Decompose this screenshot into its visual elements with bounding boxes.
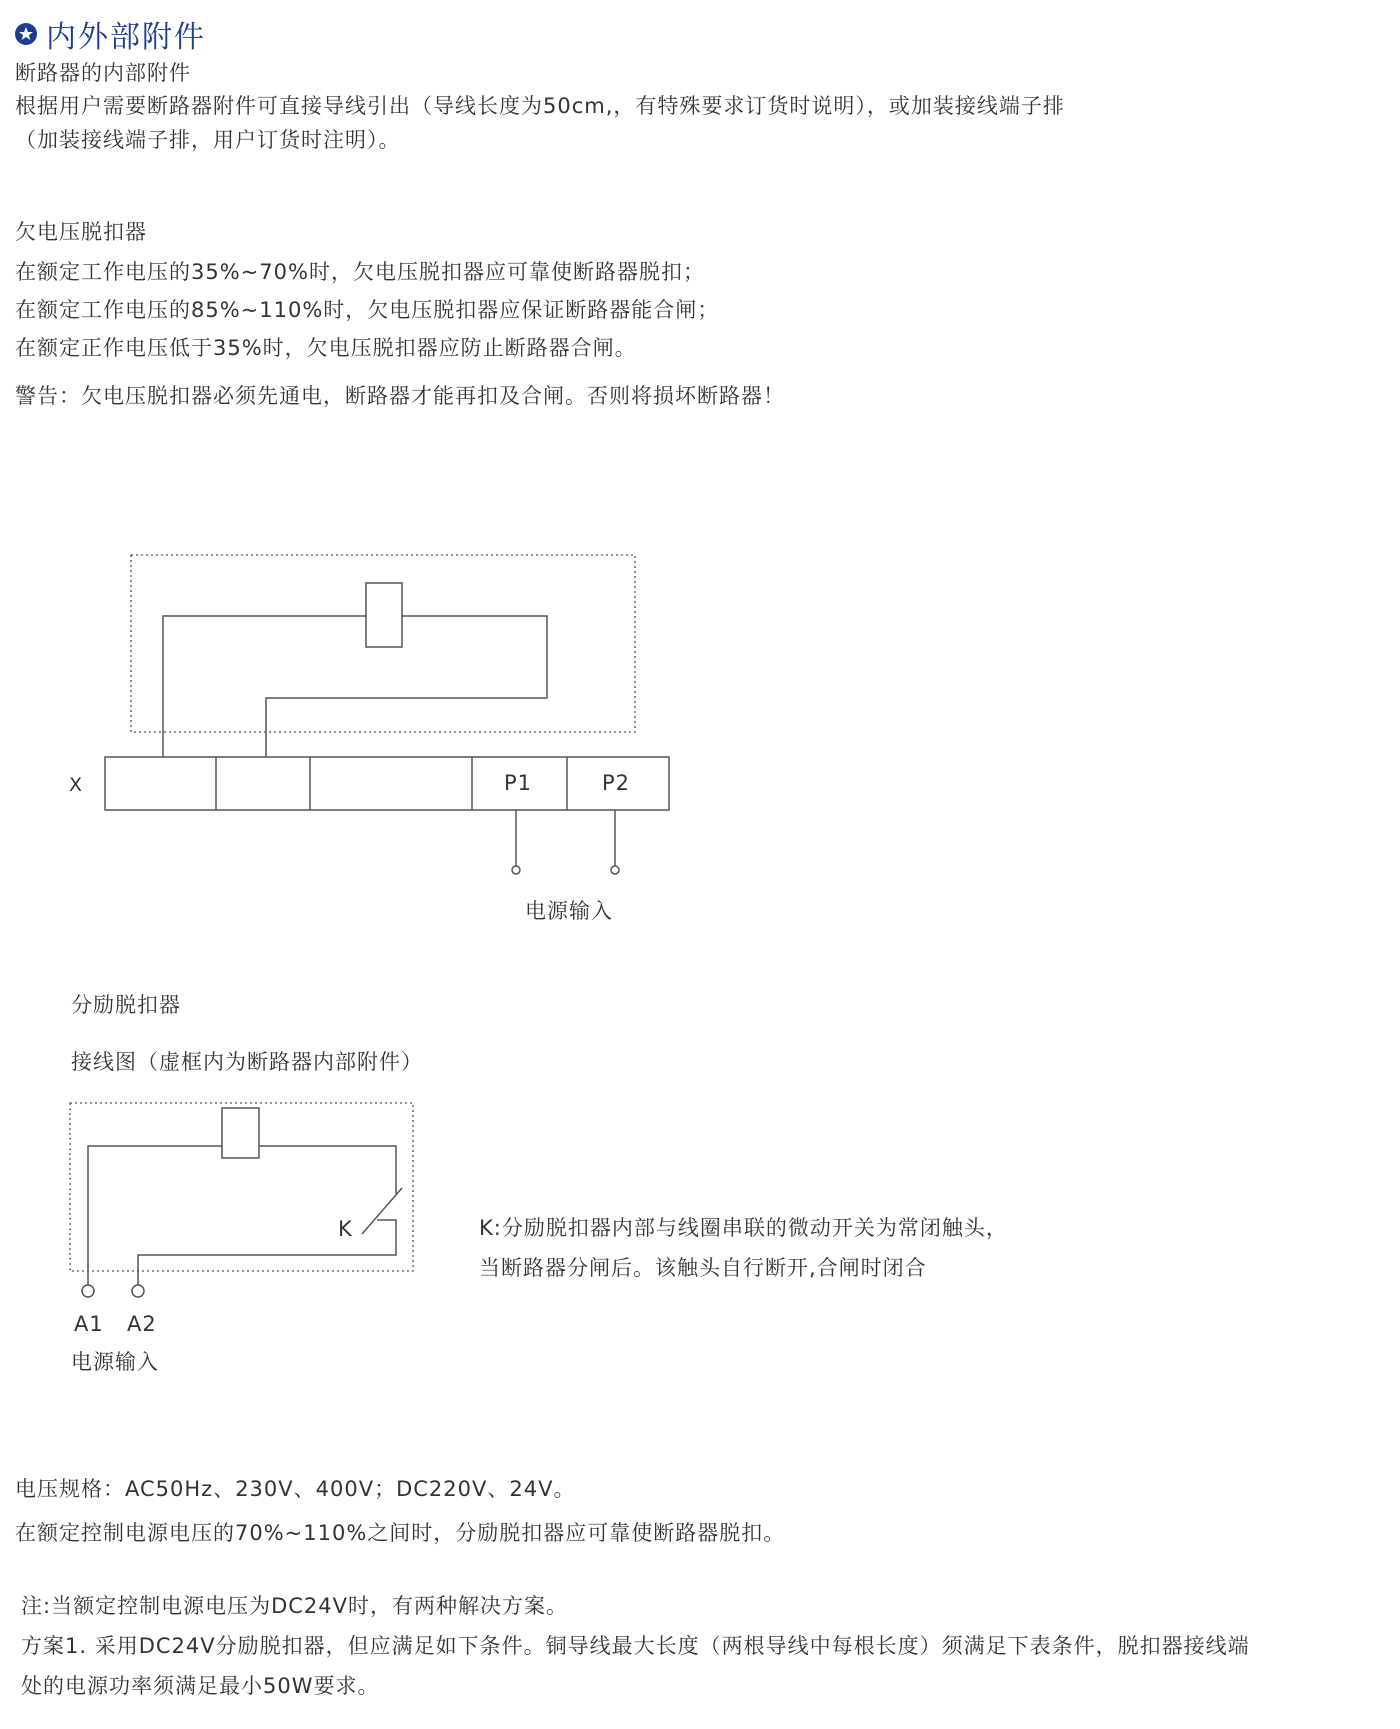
switch-k-label: K <box>338 1217 353 1241</box>
undervoltage-line-1: 在额定工作电压的35%~70%时，欠电压脱扣器应可靠使断路器脱扣； <box>15 260 705 284</box>
undervoltage-warning: 警告：欠电压脱扣器必须先通电，断路器才能再扣及合闸。否则将损坏断路器！ <box>15 384 785 408</box>
shunt-diagram <box>70 1103 413 1297</box>
wiring-caption: 接线图（虚框内为断路器内部附件） <box>71 1050 423 1074</box>
a1-terminal-dot <box>82 1285 94 1297</box>
shunt-heading: 分励脱扣器 <box>71 993 181 1017</box>
coil-box <box>366 583 402 647</box>
terminal-strip <box>105 757 669 810</box>
p2-terminal-dot <box>611 866 619 874</box>
internal-boundary-dashed <box>131 555 635 732</box>
undervoltage-line-2: 在额定工作电压的85%~110%时，欠电压脱扣器应保证断路器能合闸； <box>15 298 720 322</box>
internal-line-1: 根据用户需要断路器附件可直接导线引出（导线长度为50cm,，有特殊要求订货时说明），或加装接线端子排 <box>15 94 1065 118</box>
undervoltage-heading: 欠电压脱扣器 <box>15 220 147 244</box>
shunt-note-1: K:分励脱扣器内部与线圈串联的微动开关为常闭触头， <box>479 1216 1008 1240</box>
terminal-p1-label: P1 <box>504 771 533 795</box>
note-line-3: 处的电源功率须满足最小50W要求。 <box>21 1674 380 1698</box>
note-line-2: 方案1. 采用DC24V分励脱扣器，但应满足如下条件。铜导线最大长度（两根导线中每根长度）须满足下表条件，脱扣器接线端 <box>21 1634 1250 1658</box>
wire-left <box>163 616 366 757</box>
shunt-internal-boundary-dashed <box>70 1103 413 1271</box>
section-title: 内外部附件 <box>46 20 206 55</box>
shunt-wire-left <box>88 1146 222 1286</box>
power-input-label: 电源输入 <box>525 899 613 923</box>
shunt-note-2: 当断路器分闸后。该触头自行断开,合闸时闭合 <box>479 1256 927 1280</box>
note-line-1: 注:当额定控制电源电压为DC24V时，有两种解决方案。 <box>21 1594 568 1618</box>
p1-terminal-dot <box>512 866 520 874</box>
a2-terminal-dot <box>132 1285 144 1297</box>
voltage-range: 在额定控制电源电压的70%~110%之间时，分励脱扣器应可靠使断路器脱扣。 <box>15 1521 786 1545</box>
internal-heading: 断路器的内部附件 <box>15 61 191 85</box>
terminal-a2-label: A2 <box>127 1312 157 1336</box>
shunt-power-input-label: 电源输入 <box>71 1350 159 1374</box>
shunt-coil-box <box>222 1108 259 1158</box>
terminal-p2-label: P2 <box>602 771 631 795</box>
wire-right <box>266 616 547 757</box>
shunt-wire-right-top <box>259 1146 396 1194</box>
undervoltage-line-3: 在额定正作电压低于35%时，欠电压脱扣器应防止断路器合闸。 <box>15 336 637 360</box>
shunt-wire-return <box>138 1220 396 1286</box>
terminal-a1-label: A1 <box>74 1312 104 1336</box>
voltage-spec: 电压规格：AC50Hz、230V、400V；DC220V、24V。 <box>15 1477 576 1501</box>
undervoltage-diagram <box>105 555 669 874</box>
diagram-x-label: X <box>69 774 84 796</box>
internal-line-2: （加装接线端子排，用户订货时注明）。 <box>15 128 401 152</box>
